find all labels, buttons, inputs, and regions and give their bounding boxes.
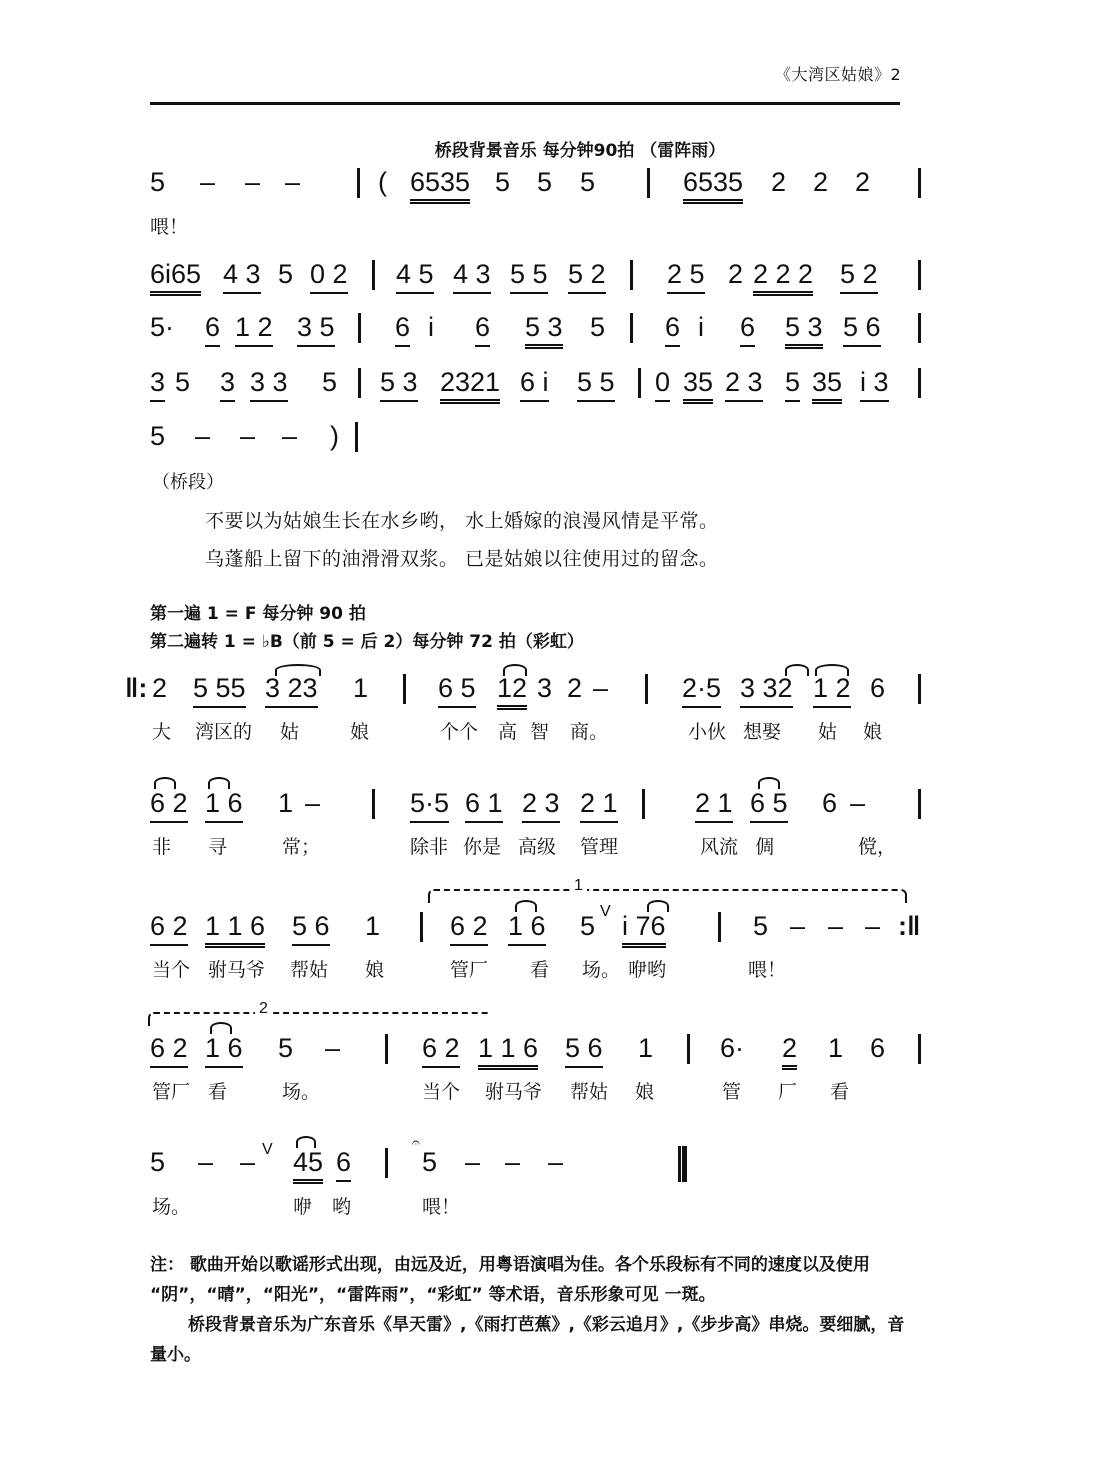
note-group: 5 55 <box>193 672 246 708</box>
lyric-syllable: 除非 <box>410 836 449 858</box>
lyric-syllable: 姑 <box>280 721 300 743</box>
note: 6 <box>665 311 680 347</box>
barline <box>687 1034 690 1064</box>
barline <box>358 313 361 343</box>
barline <box>918 789 921 819</box>
dash: – <box>850 788 866 818</box>
lyric-syllable: 你是 <box>463 836 502 858</box>
note-group: 6 2 <box>150 787 188 823</box>
lyric-syllable: 倜 <box>755 836 775 858</box>
note: 2 <box>152 673 168 703</box>
note-group: 3 32 <box>740 672 793 708</box>
bridge-label: （桥段） <box>152 472 224 493</box>
breath-mark-icon: V <box>600 903 611 920</box>
lyric-syllable: 帮姑 <box>570 1081 609 1103</box>
note-low: 5 <box>278 1033 294 1063</box>
song-lyric-row-1 <box>150 717 925 743</box>
note-group: 2·5 <box>682 672 721 708</box>
lyric-syllable: 风流 <box>700 836 739 858</box>
dash: – <box>245 167 261 197</box>
note-group: 6 2 <box>422 1032 460 1068</box>
note: 2 <box>771 167 787 197</box>
footnote-paragraph-1: 注： 歌曲开始以歌谣形式出现，由远及近，用粤语演唱为佳。各个乐段标有不同的速度以及使用 “阴”，“晴”，“阳光”，“雷阵雨”，“彩虹” 等术语，音乐形象可见 一斑。 <box>150 1255 870 1305</box>
dash: – <box>465 1147 481 1177</box>
note-group: 2 2 2 <box>753 258 813 296</box>
note-group: 6 i <box>520 366 549 402</box>
note-group: 6535 <box>683 166 743 204</box>
note-group: 6 5 <box>750 787 788 823</box>
lyric-syllable: 娘 <box>365 959 385 981</box>
lyric-syllable: 哟 <box>332 1196 352 1218</box>
note-group: 5 3 <box>525 311 563 349</box>
lyric-syllable: 高级 <box>518 836 557 858</box>
note-group: 4 5 <box>396 258 434 294</box>
note-low: 5 <box>580 911 596 941</box>
note: 1 <box>638 1033 654 1063</box>
score-row-1 <box>150 166 925 210</box>
lyric-syllable: 看 <box>208 1081 228 1103</box>
note: 6 <box>336 1146 351 1182</box>
lyric-syllable: 喂！ <box>422 1196 461 1218</box>
note-group: 6 2 <box>150 1032 188 1068</box>
dash: – <box>548 1147 564 1177</box>
note-group: 2 1 <box>695 787 733 823</box>
note-high: i <box>428 312 434 342</box>
note: 6 <box>740 311 755 347</box>
barline <box>385 1034 388 1064</box>
note-group: 6 1 <box>465 787 503 823</box>
note-group: 2 3 <box>725 366 763 402</box>
dash: – <box>200 167 216 197</box>
note-group: 5 6 <box>565 1032 603 1068</box>
barline <box>647 168 650 198</box>
note: 6 <box>475 311 490 347</box>
note: 3 <box>537 673 553 703</box>
note-group: 6 2 <box>150 910 188 946</box>
dash: – <box>593 673 609 703</box>
note: 5· <box>150 312 175 342</box>
fermata-icon: 𝄐 <box>412 1134 420 1150</box>
note: 5 <box>278 259 294 289</box>
note-group: 35 <box>683 366 713 404</box>
barline <box>403 674 406 704</box>
note: 5 <box>322 367 338 397</box>
lyric-syllable: 娘 <box>350 721 370 743</box>
lyric-syllable: 小伙 <box>688 721 727 743</box>
note: 6 <box>395 311 410 347</box>
bridge-lyric-line-1: 不要以为姑娘生长在水乡哟， 水上婚嫁的浪漫风情是平常。 <box>205 510 719 532</box>
note-group: 5 2 <box>840 258 878 294</box>
dash: – <box>865 911 881 941</box>
lyric-syllable: 傥， <box>858 836 897 858</box>
lyric-syllable: 驸马爷 <box>485 1081 543 1103</box>
lyric-syllable: 个个 <box>440 721 479 743</box>
repeat-end: :‖ <box>898 911 921 941</box>
header-rule <box>150 102 900 105</box>
note-group: 5 6 <box>292 910 330 946</box>
note: 2 <box>567 673 583 703</box>
note-group: 0 2 <box>310 258 348 294</box>
song-lyric-row-4 <box>150 1077 925 1103</box>
lyric-syllable: 当个 <box>422 1081 461 1103</box>
lyric-syllable: 非 <box>152 836 172 858</box>
tempo-first: 第一遍 1 = F 每分钟 90 拍 <box>150 604 366 624</box>
lyric-syllable: 喂！ <box>150 216 189 238</box>
note-group: 6 5 <box>438 672 476 708</box>
lyric-syllable: 厂 <box>778 1081 798 1103</box>
note-group: 1 6 <box>508 910 546 946</box>
barline <box>642 789 645 819</box>
barline <box>638 368 641 398</box>
note-group: 2 5 <box>667 258 705 294</box>
lyric-syllable: 管理 <box>580 836 619 858</box>
note: 5 <box>580 167 596 197</box>
breath-mark-icon: V <box>262 1141 273 1158</box>
note-group: 2 3 <box>522 787 560 823</box>
dash: – <box>195 421 211 451</box>
barline <box>355 422 358 452</box>
lyric-syllable: 咿 <box>293 1196 313 1218</box>
lyric-syllable: 看 <box>530 959 550 981</box>
dash: – <box>240 421 256 451</box>
barline <box>718 912 721 942</box>
note-group: 1 2 <box>813 672 851 708</box>
note-group: 6 2 <box>450 910 488 946</box>
dash: – <box>285 167 301 197</box>
note-group: 1 6 <box>205 787 243 823</box>
paren-close: ) <box>330 421 339 451</box>
note-group: 5 3 <box>380 366 418 402</box>
score-row-4 <box>150 366 925 410</box>
note: 1 <box>365 911 381 941</box>
lyric-syllable: 大 <box>152 721 172 743</box>
lyric-syllable: 当个 <box>152 959 191 981</box>
barline <box>372 789 375 819</box>
dash: – <box>505 1147 521 1177</box>
note-group: 1 1 6 <box>205 910 265 948</box>
dash: – <box>828 911 844 941</box>
lyric-syllable: 姑 <box>818 721 838 743</box>
note-high: i <box>698 312 704 342</box>
barline <box>645 674 648 704</box>
lyric-syllable: 场。 <box>582 959 621 981</box>
note-group: i 76 <box>622 910 666 948</box>
page-header-title: 《大湾区姑娘》2 <box>775 65 902 84</box>
song-lyric-row-2 <box>150 832 925 858</box>
barline <box>358 368 361 398</box>
note-group: 2321 <box>440 366 500 404</box>
note: 5 <box>537 167 553 197</box>
barline <box>630 313 633 343</box>
note-group: 5·5 <box>410 787 449 823</box>
note-group: 5 5 <box>510 258 548 294</box>
note-group: 5 2 <box>568 258 606 294</box>
score-row-5 <box>150 420 925 464</box>
note: 2 <box>728 259 744 289</box>
barline <box>630 260 633 290</box>
volta-bracket-2 <box>148 1000 490 1026</box>
song-row-1 <box>125 672 925 716</box>
note-group: 1 6 <box>205 1032 243 1068</box>
song-row-5 <box>150 1134 925 1190</box>
barline <box>918 1034 921 1064</box>
lyric-syllable: 高 <box>498 721 518 743</box>
note-group: 1 1 6 <box>478 1032 538 1070</box>
note-group: 4 3 <box>223 258 261 294</box>
barline <box>918 168 921 198</box>
note: 5 <box>150 421 166 451</box>
lyric-syllable: 咿哟 <box>628 959 667 981</box>
note-group: 5 3 <box>785 311 823 349</box>
dash: – <box>325 1033 341 1063</box>
barline <box>918 368 921 398</box>
note-group: 6i65 <box>150 258 201 296</box>
paren-open: ( <box>378 167 387 197</box>
dash: – <box>282 421 298 451</box>
note: 5 <box>495 167 511 197</box>
barline <box>357 168 360 198</box>
lyric-syllable: 智 <box>530 721 550 743</box>
lyric-row <box>150 212 925 238</box>
lyric-syllable: 管 <box>722 1081 742 1103</box>
note: 1 <box>828 1033 844 1063</box>
note-group: 3 23 <box>265 672 318 708</box>
note: 5 <box>150 167 166 197</box>
note-group: 12 <box>497 672 527 710</box>
song-lyric-row-3 <box>150 955 925 981</box>
lyric-syllable: 场。 <box>282 1081 321 1103</box>
note-group: 5 6 <box>843 311 881 347</box>
note-group: 1 2 <box>235 311 273 347</box>
lyric-syllable: 娘 <box>863 721 883 743</box>
volta-bracket-1 <box>428 877 907 903</box>
repeat-start: ‖: <box>125 673 148 703</box>
volta-label: 1 <box>570 877 587 895</box>
note-group: 45 <box>293 1146 323 1184</box>
note: 5 <box>150 1147 166 1177</box>
lyric-syllable: 商。 <box>570 721 609 743</box>
lyric-syllable: 管厂 <box>450 959 489 981</box>
note: 5 <box>590 312 606 342</box>
note-group: 3 3 <box>250 366 288 402</box>
barline <box>385 1148 388 1178</box>
lyric-syllable: 娘 <box>635 1081 655 1103</box>
song-row-3 <box>150 903 925 954</box>
bridge-lyric-line-2: 乌蓬船上留下的油滑滑双浆。 已是姑娘以往使用过的留念。 <box>205 548 719 570</box>
song-row-4 <box>150 1032 925 1076</box>
note-group: 6535 <box>410 166 470 204</box>
barline <box>918 313 921 343</box>
note-group: 2 1 <box>580 787 618 823</box>
note-group: 5 5 <box>577 366 615 402</box>
lyric-syllable: 喂！ <box>748 959 787 981</box>
final-barline <box>678 1146 687 1182</box>
note: 2 <box>813 167 829 197</box>
footnote-paragraph-2: 桥段背景音乐为广东音乐《旱天雷》,《雨打芭蕉》,《彩云追月》,《步步高》串烧。要细腻，音量小。 <box>150 1315 905 1365</box>
bridge-music-title: 桥段背景音乐 每分钟90拍 （雷阵雨） <box>434 141 726 161</box>
score-row-2 <box>150 258 925 302</box>
note: 5 <box>785 366 800 402</box>
lyric-syllable: 看 <box>830 1081 850 1103</box>
note-group: 4 3 <box>453 258 491 294</box>
footnote <box>150 1250 910 1370</box>
note: 5 <box>175 367 191 397</box>
note: 5 <box>753 911 769 941</box>
note-low: 6 <box>870 673 886 703</box>
note-low: 6 <box>822 788 838 818</box>
note: 3 <box>150 366 165 402</box>
note: 1 <box>278 788 294 818</box>
note: 5 <box>422 1147 438 1177</box>
lyric-syllable: 想娶 <box>743 721 782 743</box>
lyric-syllable: 场。 <box>152 1196 191 1218</box>
dash: – <box>790 911 806 941</box>
note-group: 35 <box>812 366 842 404</box>
note: 1 <box>353 673 369 703</box>
note-group: i 3 <box>860 366 889 402</box>
note-low: 6· <box>720 1033 745 1063</box>
barline <box>918 260 921 290</box>
lyric-syllable: 寻 <box>208 836 228 858</box>
note: 2 <box>782 1032 797 1070</box>
lyric-syllable: 湾区的 <box>195 721 253 743</box>
note-low: 6 <box>870 1033 886 1063</box>
note-group: 3 5 <box>297 311 335 347</box>
dash: – <box>240 1147 256 1177</box>
lyric-syllable: 帮姑 <box>290 959 329 981</box>
barline <box>918 674 921 704</box>
lyric-syllable: 驸马爷 <box>208 959 266 981</box>
song-lyric-row-5 <box>150 1192 925 1218</box>
tempo-second: 第二遍转 1 = ♭B（前 5 = 后 2）每分钟 72 拍（彩虹） <box>150 632 584 652</box>
lyric-syllable: 常； <box>282 836 321 858</box>
dash: – <box>198 1147 214 1177</box>
song-row-2 <box>150 787 925 831</box>
lyric-syllable: 管厂 <box>152 1081 191 1103</box>
volta-label: 2 <box>255 1000 272 1018</box>
barline <box>372 260 375 290</box>
dash: – <box>305 788 321 818</box>
note: 6 <box>205 311 220 347</box>
barline <box>420 912 423 942</box>
note: 0 <box>655 366 670 402</box>
score-row-3 <box>150 311 925 355</box>
note: 3 <box>220 366 235 402</box>
note: 2 <box>855 167 871 197</box>
